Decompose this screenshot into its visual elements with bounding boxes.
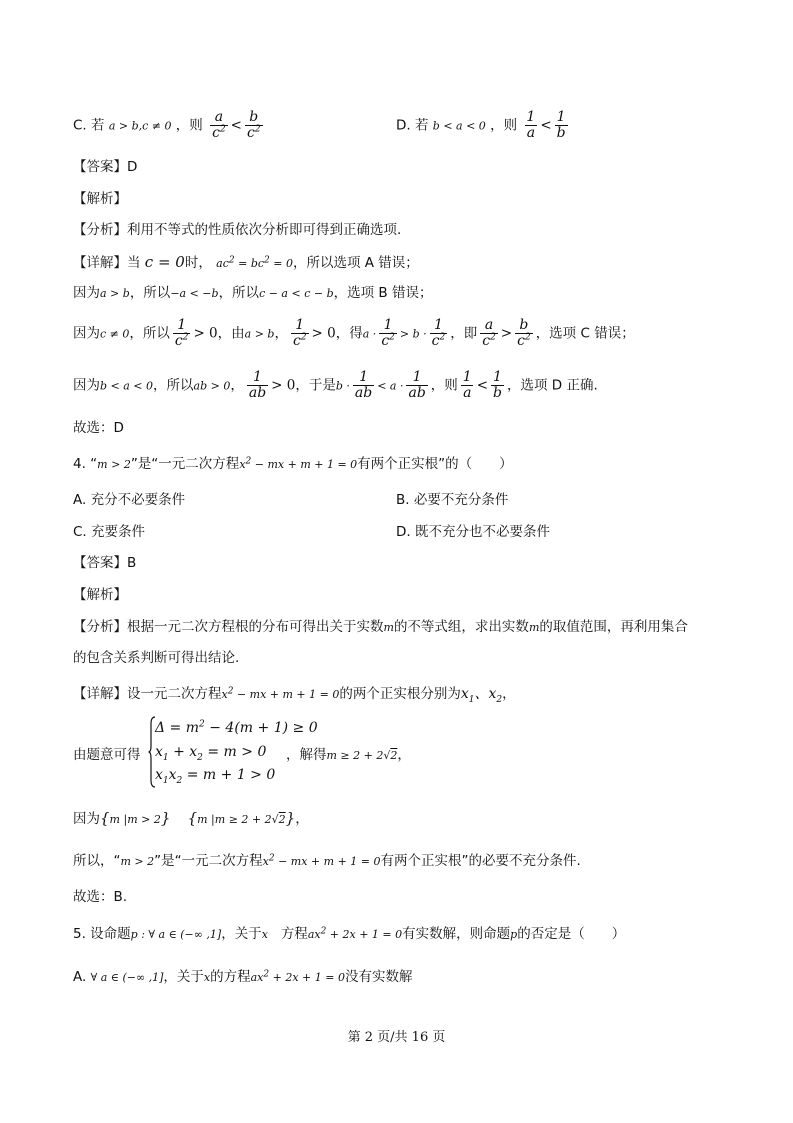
q4-detail-line-2a: 由题意可得 [73,747,141,763]
math-fraction: $\frac{1}{ab}$ [248,369,267,401]
math-fraction: $\frac{a}{c^2}$ [482,317,496,349]
math-set: {m |m > 2} [100,809,171,827]
q4-detail-line-3: 因为{m |m > 2} {m |m ≥ 2 + 2√2}， [73,809,309,827]
math-inline: b < a < 0 [432,119,486,133]
math-fraction: $\frac{1}{c^2}$ [292,317,307,349]
q3-choice: 故选：D [73,420,124,436]
math-fraction: $\frac{1}{a}$ [526,109,536,141]
q3-option-c: C. 若 a > b,c ≠ 0 ，则 $\frac{a}{c^2}$ < $\frac{b}{c^2}$ [73,109,261,141]
page-footer: 第 2 页/共 16 页 [347,1030,446,1045]
math-fraction: $\frac{1}{a}$ [462,369,472,401]
q4-detail-line-4: 所以，“m > 2”是“一元二次方程$x^2$ − mx + m + 1 = 0有两个正实根”的必要不充分条件. [73,853,581,869]
q3-detail-line-4: 因为b < a < 0，所以ab > 0， $\frac{1}{ab}$ > 0，于是b · $\frac{1}{ab}$ < a · $\frac{1}{ab}$ ，则 $\frac{1}{a}$ < $\frac{1}{b}$ ，选项 D 正确. [73,369,598,401]
q5-stem: 5. 设命题p : ∀ a ∈ (−∞ ,1]，关于x 方程$ax^2 + 2x + 1 = 0$有实数解，则命题p的否定是（ ） [73,926,626,942]
math-fraction: $\frac{1}{c^2}$ [431,317,446,349]
math-inline: $ac^2 = bc^2 = 0$ [216,255,293,270]
q4-detail-line-2b: ，解得m ≥ 2 + 2√2， [286,747,411,763]
inequality-system: $\Delta = m^2 - 4(m + 1) \ge 0$ $x_1 + x_2 = m > 0$ $x_1x_2 = m + 1 > 0$ [155,719,318,786]
math-fraction: $\frac{b}{c^2}$ [246,109,261,141]
q3-detail-line-2: 因为a > b，所以−a < −b，所以c − a < c − b，选项 B 错误； [73,285,433,301]
math-fraction: $\frac{1}{ab}$ [354,369,373,401]
math-fraction: $\frac{b}{c^2}$ [517,317,531,349]
q3-answer: 【答案】D [73,159,138,175]
q3-option-d: D. 若 b < a < 0 ，则 $\frac{1}{a}$ < $\frac{1}{b}$ [396,109,566,141]
math-fraction: $\frac{1}{b}$ [556,109,566,141]
q4-option-d: D. 既不充分也不必要条件 [396,524,550,540]
math-inline: $x^2$ − mx + m + 1 = 0 [221,686,340,701]
q4-option-c: C. 充要条件 [73,524,146,540]
q3-analysis-heading: 【解析】 [73,191,127,207]
q5-option-a: A. ∀ a ∈ (−∞ ,1]，关于x的方程$ax^2 + 2x + 1 = 0$没有实数解 [73,969,413,985]
math-inline: c ≠ 0 [100,327,130,341]
math-fraction: $\frac{1}{b}$ [493,369,502,401]
math-inline: m > 2 [97,458,131,471]
math-set: {m |m ≥ 2 + 2√2} [187,809,296,827]
q4-option-b: B. 必要不充分条件 [396,492,509,508]
q4-answer: 【答案】B [73,555,137,571]
q3-detail-line-1: 【详解】当 c = 0时， $ac^2 = bc^2 = 0$，所以选项 A 错误； [73,253,419,271]
q4-detail-line-1: 【详解】设一元二次方程$x^2$ − mx + m + 1 = 0的两个正实根分别为$x_1$、$x_2$， [73,686,516,705]
q4-choice: 故选：B. [73,889,128,905]
math-fraction: $\frac{1}{ab}$ [408,369,426,401]
q4-analysis-summary-1: 【分析】根据一元二次方程根的分布可得出关于实数m的不等式组，求出实数m的取值范围，再利用集合 [73,619,688,635]
math-inline: m ≥ 2 + 2√2 [326,749,398,762]
q4-analysis-heading: 【解析】 [73,587,127,603]
q3-detail-line-3: 因为c ≠ 0，所以 $\frac{1}{c^2}$ > 0，由a > b， $\frac{1}{c^2}$ > 0，得a · $\frac{1}{c^2}$ > b · $\frac{1}{c^2}$ ，即 $\frac{a}{c^2}$ > $\frac{b}{c^2}$ ，选项 C 错误； [73,317,635,349]
math-inline: b < a < 0 [100,379,154,393]
q3-analysis-summary: 【分析】利用不等式的性质依次分析即可得到正确选项. [73,222,402,238]
math-fraction: $\frac{1}{c^2}$ [381,317,395,349]
q4-option-a: A. 充分不必要条件 [73,492,186,508]
math-inline: a > b [244,327,275,341]
math-inline: $x^2$ − mx + m + 1 = 0 [239,456,358,471]
math-inline: −a < −b [170,287,219,300]
math-inline: ab > 0 [193,379,231,393]
math-inline: c − a < c − b [259,287,334,300]
math-inline: a > b [100,287,130,300]
q4-analysis-summary-2: 的包含关系判断可得出结论. [73,650,240,666]
math-fraction: $\frac{1}{c^2}$ [174,317,189,349]
math-inline: c = 0 [144,253,185,271]
q4-stem: 4. “m > 2”是“一元二次方程$x^2$ − mx + m + 1 = 0有两个正实根”的（ ） [73,456,513,472]
math-fraction: $\frac{a}{c^2}$ [212,109,226,141]
math-inline: a > b,c ≠ 0 [108,119,172,133]
